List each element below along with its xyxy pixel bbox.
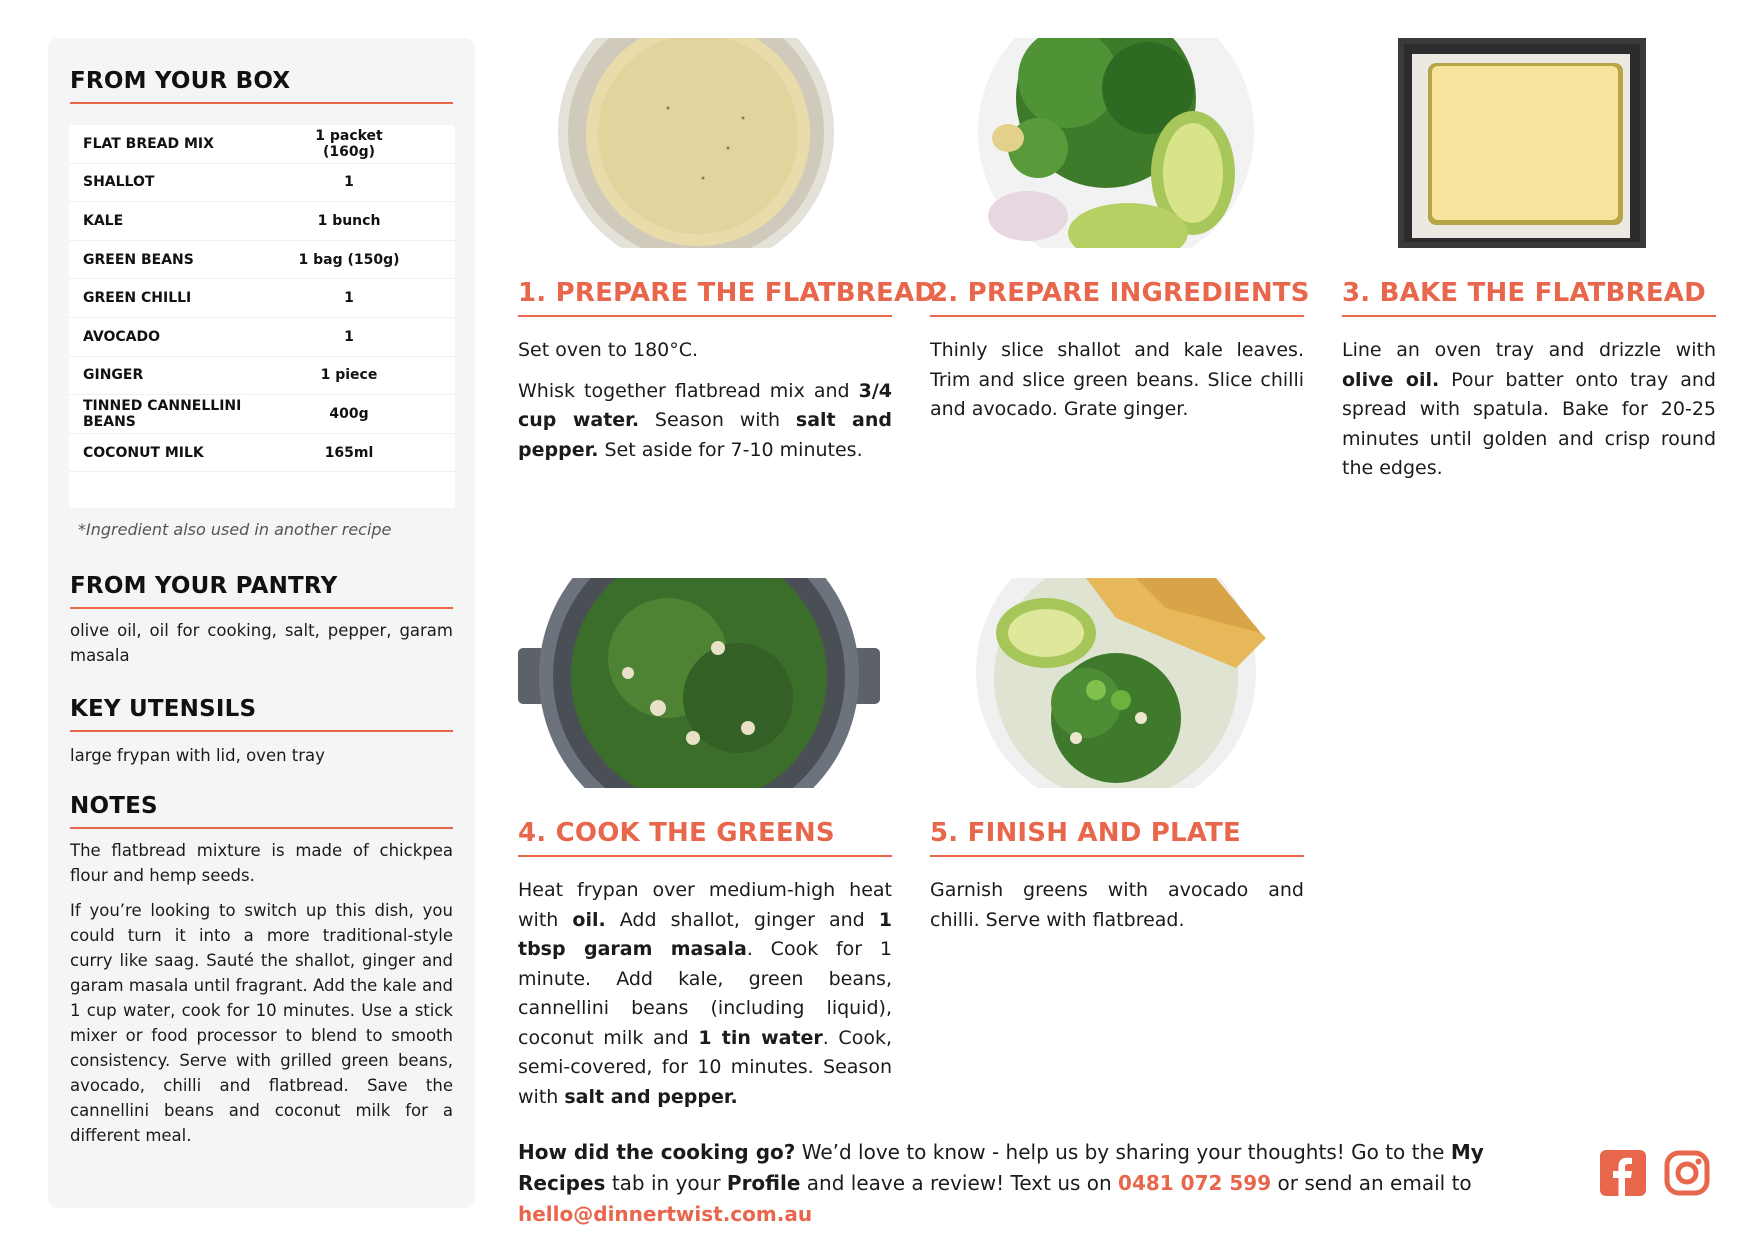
ingredient-qty: 1 [344,174,354,191]
footer-question: How did the cooking go? [518,1140,796,1164]
ingredient-qty: 400g [329,405,369,422]
step-2-text: Thinly slice shallot and kale leaves. Trim and slice green beans. Slice chilli and avocado. Grate ginger. [930,339,1304,420]
ingredient-name: AVOCADO [83,328,161,345]
step-5-body [930,876,1304,946]
ingredient-name: KALE [83,212,124,229]
ingredient-qty: 1 [344,290,354,307]
step-1-whisk: Whisk together flatbread mix and 3/4 cup water. Season with salt and pepper. Set aside for 7-10 minutes. [518,379,892,461]
ingredient-qty: 165ml [324,444,374,461]
notes-paragraph-1: The flatbread mixture is made of chickpea flour and hemp seeds. [70,841,453,885]
step-4-text: Heat frypan over medium-high heat with oil. Add shallot, ginger and 1 tbsp garam masala. Cook for 1 minute. Add kale, green beans, cannellini beans (including liquid), coconut milk and 1 tin water. Cook, semi-covered, for 10 minutes. Season with salt and pepper. [518,879,893,1108]
ingredient-qty: 1 packet (160g) [315,127,383,160]
ingredient-name: SHALLOT [83,174,155,191]
table-row [69,279,455,318]
ingredient-name: GREEN CHILLI [83,290,192,307]
step-3-text: Line an oven tray and drizzle with olive oil. Pour batter onto tray and spread with spatula. Bake for 20-25 minutes until golden and crisp round the edges. [1342,339,1716,479]
table-row [69,357,455,396]
step-5-text: Garnish greens with avocado and chilli. Serve with flatbread. [930,879,1304,931]
from-your-box-heading: FROM YOUR BOX [70,68,453,104]
email-link[interactable]: hello@dinnertwist.com.au [518,1202,813,1226]
table-row [69,202,455,241]
utensils-text: large frypan with lid, oven tray [70,746,325,765]
ingredient-name: TINNED CANNELLINI BEANS [83,397,242,430]
key-utensils-heading: KEY UTENSILS [70,696,453,732]
prepared-ingredients-photo [978,38,1254,248]
ingredient-name: GREEN BEANS [83,251,194,268]
ingredient-qty: 1 bag (150g) [298,251,400,268]
ingredients-panel [48,38,475,1208]
profile-label: Profile [726,1171,801,1195]
feedback-footer: How did the cooking go? We’d love to know - help us by sharing your thoughts! Go to the My Recipes tab in your Profile and leave a review! Text us on 0481 072 599 or send an email to hello@dinnertwist.com.au [518,1140,1484,1226]
phone-link[interactable]: 0481 072 599 [1118,1171,1272,1195]
table-row [69,164,455,203]
step-3-title: 3. BAKE THE FLATBREAD [1342,278,1716,317]
table-row [69,241,455,280]
ingredients-table [69,125,455,508]
frypan-greens-photo [518,578,880,788]
pantry-text: olive oil, oil for cooking, salt, pepper, garam masala [70,621,453,665]
facebook-icon[interactable] [1600,1150,1646,1196]
step-3-body [1342,336,1716,495]
step-1-body [518,336,892,476]
table-row [69,395,455,434]
step-1-title: 1. PREPARE THE FLATBREAD [518,278,892,317]
notes-heading: NOTES [70,793,453,829]
table-row [69,434,455,473]
step-5-title: 5. FINISH AND PLATE [930,818,1304,857]
table-row [69,318,455,357]
step-4-body [518,876,892,1123]
my-recipes-label: My Recipes [518,1140,1484,1195]
ingredient-qty: 1 [344,328,354,345]
flatbread-tray-photo [1398,38,1646,248]
ingredient-name: FLAT BREAD MIX [83,135,214,152]
ingredient-name: GINGER [83,367,144,384]
step-4-title: 4. COOK THE GREENS [518,818,892,857]
finished-plate-photo [966,578,1276,788]
step-2-title: 2. PREPARE INGREDIENTS [930,278,1304,317]
batter-bowl-photo [558,38,834,248]
table-row [69,125,455,164]
ingredient-name: COCONUT MILK [83,444,204,461]
from-your-pantry-heading: FROM YOUR PANTRY [70,573,453,609]
instagram-icon[interactable] [1664,1150,1710,1196]
ingredient-qty: 1 bunch [317,212,381,229]
step-1-oven: Set oven to 180°C. [518,339,699,361]
ingredient-qty: 1 piece [320,367,378,384]
ingredient-footnote: *Ingredient also used in another recipe [78,520,392,539]
step-2-body [930,336,1304,436]
notes-paragraph-2: If you’re looking to switch up this dish, you could turn it into a more traditional-style curry like saag. Sauté the shallot, ginger and garam masala until fragrant. Add the kale and 1 cup water, cook for 10 minutes. Use a stick mixer or food processor to blend to smooth consistency. Serve with grilled green beans, avocado, chilli and flatbread. Save the cannellini beans and coconut milk for a different meal. [70,901,453,1145]
